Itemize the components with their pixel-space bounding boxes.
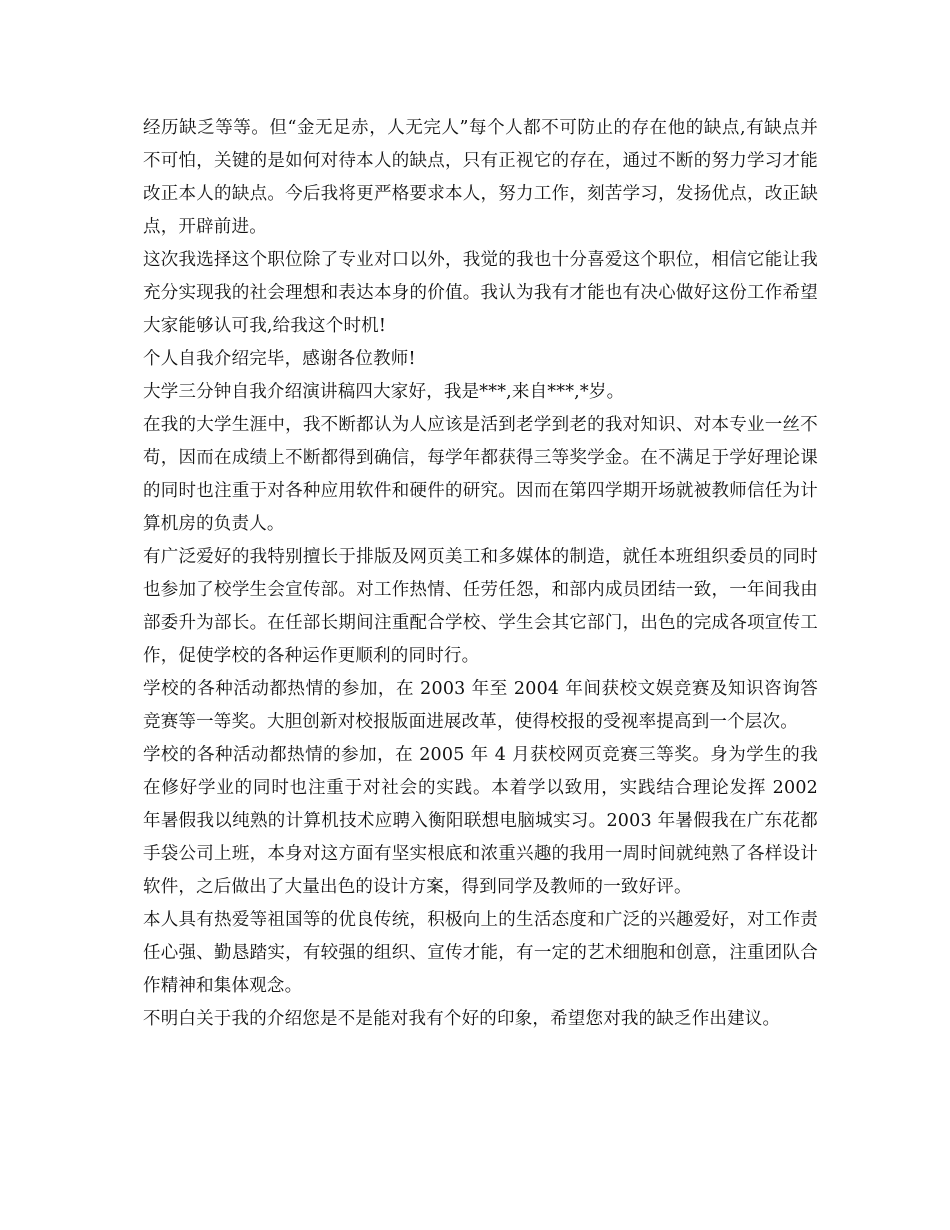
paragraph-7: 学校的各种活动都热情的参加，在 2003 年至 2004 年间获校文娱竞赛及知识咨询答竞赛等一等奖。大胆创新对校报版面进展改革，使得校报的受视率提高到一个层次。 bbox=[143, 679, 818, 732]
paragraph-6: 有广泛爱好的我特别擅长于排版及网页美工和多媒体的制造，就任本班组织委员的同时也参加了校学生会宣传部。对工作热情、任劳任怨，和部内成员团结一致，一年间我由部委升为部长。在任部长期间注重配合学校、学生会其它部门，出色的完成各项宣传工作，促使学校的各种运作更顺利的同时行。 bbox=[143, 547, 818, 666]
paragraph-9: 本人具有热爱等祖国等的优良传统，积极向上的生活态度和广泛的兴趣爱好，对工作责任心强、勤恳踏实，有较强的组织、宣传才能，有一定的艺术细胞和创意，注重团队合作精神和集体观念。 bbox=[143, 910, 818, 996]
paragraph-10: 不明白关于我的介绍您是不是能对我有个好的印象，希望您对我的缺乏作出建议。 bbox=[143, 1009, 781, 1029]
paragraph-3: 个人自我介绍完毕，感谢各位教师! bbox=[143, 349, 416, 369]
document-body bbox=[143, 112, 818, 1036]
paragraph-4: 大学三分钟自我介绍演讲稿四大家好，我是***,来自***,*岁。 bbox=[143, 382, 625, 402]
paragraph-5: 在我的大学生涯中，我不断都认为人应该是活到老学到老的我对知识、对本专业一丝不苟，因而在成绩上不断都得到确信，每学年都获得三等奖学金。在不满足于学好理论课的同时也注重于对各种应用软件和硬件的研究。因而在第四学期开场就被教师信任为计算机房的负责人。 bbox=[143, 415, 818, 534]
paragraph-8: 学校的各种活动都热情的参加，在 2005 年 4 月获校网页竞赛三等奖。身为学生的我在修好学业的同时也注重于对社会的实践。本着学以致用，实践结合理论发挥 2002 年暑假我以纯熟的计算机技术应聘入衡阳联想电脑城实习。2003 年暑假我在广东花都手袋公司上班，本身对这方面有坚实根底和浓重兴趣的我用一周时间就纯熟了各样设计软件，之后做出了大量出色的设计方案，得到同学及教师的一致好评。 bbox=[143, 745, 818, 897]
paragraph-1: 经历缺乏等等。但“金无足赤，人无完人”每个人都不可防止的存在他的缺点,有缺点并不可怕，关键的是如何对待本人的缺点，只有正视它的存在，通过不断的努力学习才能改正本人的缺点。今后我将更严格要求本人，努力工作，刻苦学习，发扬优点，改正缺点，开辟前进。 bbox=[143, 118, 818, 237]
paragraph-2: 这次我选择这个职位除了专业对口以外，我觉的我也十分喜爱这个职位，相信它能让我充分实现我的社会理想和表达本身的价值。我认为我有才能也有决心做好这份工作希望大家能够认可我,给我这个时机! bbox=[143, 250, 818, 336]
